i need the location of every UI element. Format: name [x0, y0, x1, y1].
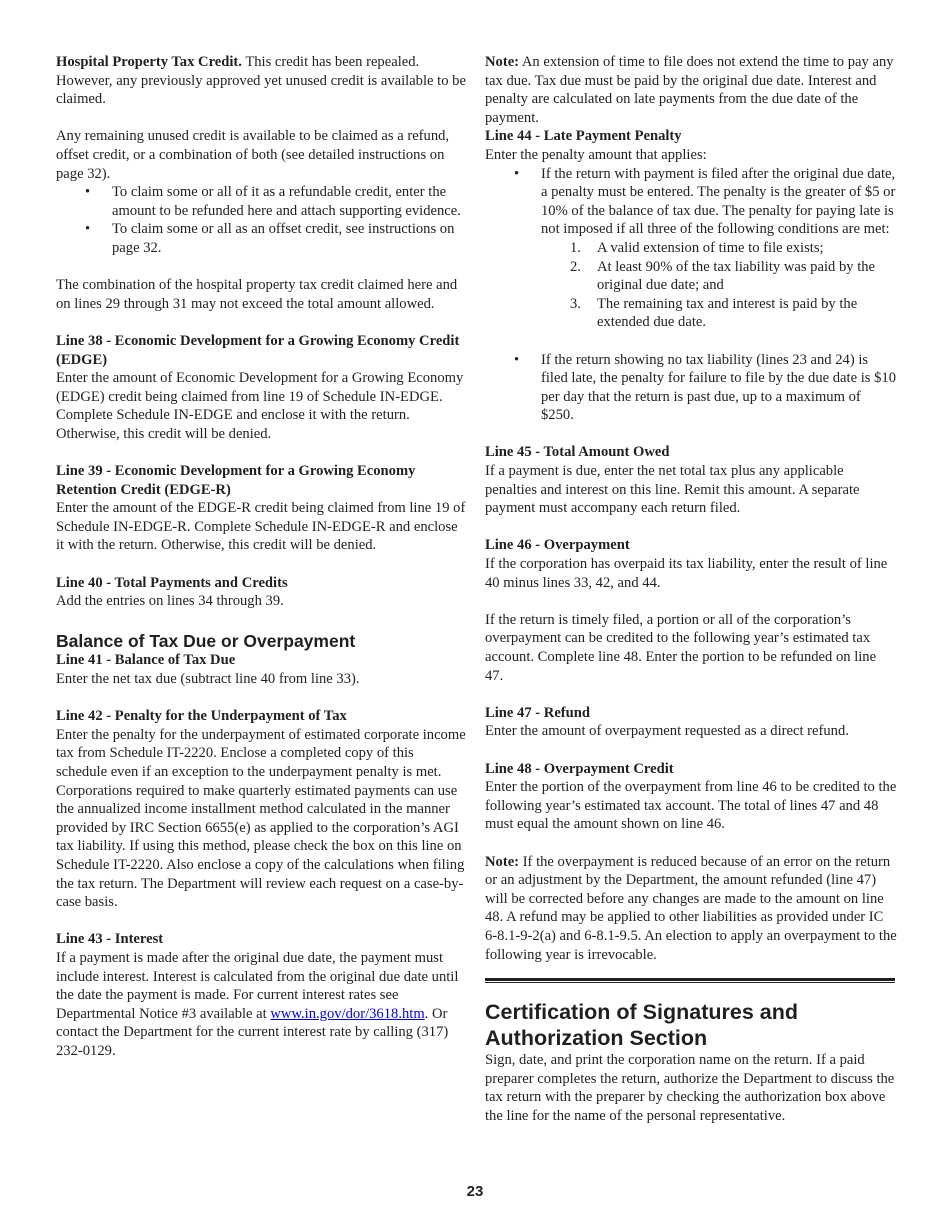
hospital-credit-paragraph	[56, 53, 468, 109]
line43-heading: Line 43 - Interest	[56, 931, 164, 948]
line39-text: Enter the amount of the EDGE-R credit being claimed from line 19 of Schedule IN-EDGE-R. Complete Schedule IN-EDGE-R and enclose it with the return. Otherwise, this credit will be denied.	[56, 500, 466, 554]
condition-text: A valid extension of time to file exists;	[597, 239, 824, 256]
line44-bullet1-text: If the return with payment is filed after the original due date, a penalty must be entered. The penalty is the greater of $5 or 10% of the balance of tax due. The penalty for paying late is not imposed if all three of the following conditions are met:	[541, 165, 896, 238]
hospital-credit-text: This credit has been repealed. However, any previously approved yet unused credit is available to be claimed.	[56, 54, 466, 108]
line48-heading: Line 48 - Overpayment Credit	[485, 760, 674, 777]
line39-heading: Line 39 - Economic Development for a Growing Economy Retention Credit (EDGE-R)	[56, 463, 416, 498]
line46-heading: Line 46 - Overpayment	[485, 537, 630, 554]
hospital-credit-bullets	[56, 183, 468, 257]
line45-text: If a payment is due, enter the net total tax plus any applicable penalties and interest on this line. Remit this amount. A separate payment must accompany each return filed.	[485, 463, 860, 517]
line44-conditions	[541, 239, 897, 332]
hospital-credit-p3: The combination of the hospital property tax credit claimed here and on lines 29 through 31 may not exceed the total amount allowed.	[56, 277, 458, 312]
line43-text-before: If a payment is made after the original due date, the payment must include interest. Interest is calculated from the original due date until the date the payment is made. For current interest rates see Departmental Notice #3 available at	[56, 949, 459, 1022]
line44-heading: Line 44 - Late Payment Penalty	[485, 128, 682, 145]
list-item: • To claim some or all of it as a refundable credit, enter the amount to be refunded here and attach supporting evidence.	[112, 183, 468, 220]
dor-interest-link[interactable]: www.in.gov/dor/3618.htm	[270, 1005, 425, 1022]
condition-number: 2.	[570, 258, 581, 275]
line41-text: Enter the net tax due (subtract line 40 from line 33).	[56, 671, 360, 687]
line44-bullets	[485, 165, 897, 425]
line47-text: Enter the amount of overpayment requested as a direct refund.	[485, 723, 849, 740]
certification-heading: Certification of Signatures and Authorization Section	[485, 1000, 798, 1051]
line44-intro: Enter the penalty amount that applies:	[485, 146, 707, 163]
line46-p2: If the return is timely filed, a portion or all of the corporation’s overpayment can be credited to the following year’s estimated tax account. Complete line 48. Enter the portion to be refunded on line 47.	[485, 611, 877, 684]
list-item	[570, 239, 897, 258]
list-item	[541, 165, 897, 351]
line38-text: Enter the amount of Economic Development for a Growing Economy (EDGE) credit being claimed from line 19 of Schedule IN-EDGE. Complete Schedule IN-EDGE and enclose it with the return. Otherwise, this credit will be denied.	[56, 370, 464, 442]
note2-label: Note:	[485, 853, 520, 870]
line42-text: Enter the penalty for the underpayment of estimated corporate income tax from Schedule IT-2220. Enclose a completed copy of this schedule even if an exception to the underpayment penalty is met. Corporations required to make quarterly estimated payments can use the annualized income installment method calculated in the manner provided by IRC Section 6655(e) as applied to the corporation’s AGI tax liability. If using this method, please check the box on this line on Schedule IT-2220. Also enclose a copy of the calculations when filing the tax return. The Department will review each request on a case-by-case basis.	[56, 726, 466, 911]
list-item	[570, 258, 897, 295]
line46-text: If the corporation has overpaid its tax liability, enter the result of line 40 minus lines 33, 42, and 44.	[485, 556, 888, 591]
hospital-credit-p2: Any remaining unused credit is available to be claimed as a refund, offset credit, or a combination of both (see detailed instructions on page 32).	[56, 128, 450, 182]
condition-text: The remaining tax and interest is paid by the extended due date.	[597, 295, 858, 331]
condition-text: At least 90% of the tax liability was paid by the original due date; and	[597, 258, 876, 294]
line40-heading: Line 40 - Total Payments and Credits	[56, 574, 288, 591]
note2-text: If the overpayment is reduced because of an error on the return or an adjustment by the Department, the amount refunded (line 47) will be corrected before any changes are made to the amount on line 48. A refund may be applied to other liabilities as provided under IC 6-8.1-9-2(a) and 6-8.1-9.5. An election to apply an overpayment to the following year is irrevocable.	[485, 853, 897, 963]
section-divider	[485, 978, 895, 983]
line43-text-after: . Or contact the Department for the current interest rate by calling (317) 232-0129.	[56, 1005, 449, 1059]
line43-text	[56, 949, 468, 1061]
condition-number: 3.	[570, 295, 581, 312]
line41-heading: Line 41 - Balance of Tax Due	[56, 652, 236, 669]
line48-text: Enter the portion of the overpayment from line 46 to be credited to the following year’s estimated tax account. The total of lines 47 and 48 must equal the amount shown on line 46.	[485, 779, 897, 833]
list-item	[570, 295, 897, 332]
page-number: 23	[466, 1183, 484, 1200]
note1-paragraph	[485, 53, 897, 127]
line45-heading: Line 45 - Total Amount Owed	[485, 444, 670, 461]
section-heading-balance: Balance of Tax Due or Overpayment	[56, 631, 356, 652]
line38-heading: Line 38 - Economic Development for a Growing Economy Credit (EDGE)	[56, 332, 460, 368]
list-item: • If the return showing no tax liability (lines 23 and 24) is filed late, the penalty for failure to file by the due date is $10 per day that the return is past due, up to a maximum of $250.	[541, 351, 897, 425]
note1-label: Note:	[485, 54, 520, 70]
line42-heading: Line 42 - Penalty for the Underpayment of Tax	[56, 708, 347, 725]
note1-text: An extension of time to file does not extend the time to pay any tax due. Tax due must be paid by the original due date. Interest and penalty are calculated on late payments from the due date of the payment.	[485, 54, 894, 126]
line47-heading: Line 47 - Refund	[485, 704, 591, 721]
list-item: • To claim some or all as an offset credit, see instructions on page 32.	[112, 220, 468, 257]
condition-number: 1.	[570, 239, 581, 256]
note2-paragraph	[485, 853, 897, 965]
right-column	[485, 53, 897, 1125]
left-column	[56, 53, 468, 1060]
line40-text: Add the entries on lines 34 through 39.	[56, 593, 284, 610]
hospital-credit-title: Hospital Property Tax Credit.	[56, 54, 242, 70]
certification-text: Sign, date, and print the corporation name on the return. If a paid preparer completes the return, authorize the Department to discuss the tax return with the preparer by checking the authorization box above the line for the name of the personal representative.	[485, 1052, 895, 1124]
